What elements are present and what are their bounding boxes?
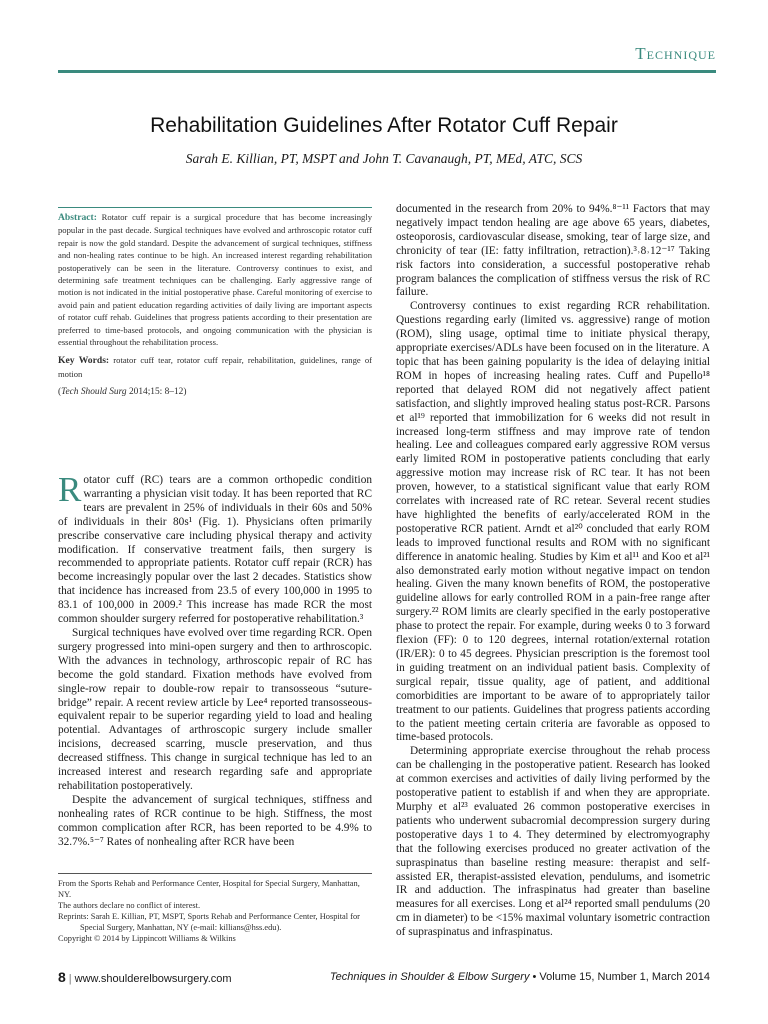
issue-info: • Volume 15, Number 1, March 2014 — [532, 971, 710, 983]
body-paragraph: Determining appropriate exercise throughout the rehab process can be challenging in the postoperative patient. Research has looked at common exercises and activities of daily living performed by the postoperative patient to establish if and when they are appropriate. Murphy et al²³ evaluated 26 common postoperative exercises in patients who underwent subacromial decompression surgery during postoperative days 1 to 4. They determined by electromyography that the following exercises produced no greater activation of the supraspinatus than baseline resting measure: therapist and self-assisted ER, therapist-assisted elevation, pendulums, and isometric IR and adduction. The infraspinatus had greater than baseline measures for all exercises. Long et al²⁴ reported small pendulums (20 cm in diameter) to be <15% maximal voluntary isometric contraction of supraspinatus and infraspinatus. — [396, 745, 710, 939]
footnote-copyright: Copyright © 2014 by Lippincott Williams & Wilkins — [58, 934, 236, 944]
journal-url[interactable]: www.shoulderelbowsurgery.com — [74, 973, 232, 985]
footnotes — [58, 878, 372, 945]
keywords-text: rotator cuff tear, rotator cuff repair, rehabilitation, guidelines, range of motion — [58, 355, 372, 379]
footnote-rule — [58, 873, 372, 874]
abstract-paragraph — [58, 211, 372, 348]
abstract-text: Rotator cuff repair is a surgical procedure that has become increasingly popular in the past decade. Surgical techniques have evolved and arthroscopic rotator cuff repair is now the gold standard. Despite the advancement of surgical techniques, stiffness and non-healing rates continue to be high. An increased interest regarding rehabilitation postoperatively can be seen in the literature. Controversy continues to exist, and determining safe treatment techniques can be challenging. Early aggressive range of motion is not indicated in the initial postoperative phase. Careful monitoring of exercise to avoid pain and patient education regarding activities of daily living are important aspects of rotator cuff rehab. Guidelines that progress patients according to their presentation are preferred to time-based protocols, and ongoing communication with the physician is essential throughout the rehabilitation process. — [58, 212, 372, 348]
citation-journal: Tech Should Surg — [61, 387, 127, 398]
journal-issue — [330, 971, 710, 983]
drop-cap: R — [58, 470, 82, 509]
footnote-affiliation: From the Sports Rehab and Performance Center, Hospital for Special Surgery, Manhattan, NY. — [58, 879, 360, 900]
keywords-paragraph — [58, 354, 372, 380]
footnote-reprints: Reprints: Sarah E. Killian, PT, MSPT, Sports Rehab and Performance Center, Hospital for Special Surgery, Manhattan, NY (e-mail: killians@hss.edu). — [58, 912, 360, 933]
body-paragraph: Surgical techniques have evolved over time regarding RCR. Open surgery progressed into mini-open surgery and then to arthroscopic. With the advances in technology, arthroscopic repair of RC has become the gold standard. Fixation methods have evolved from single-row repair to double-row repair to transosseous “suture-bridge” repair. A recent review article by Lee⁴ reported transosseous-equivalent repair to be superior regarding yield to load and healing potential. Advantages of arthroscopic surgery include smaller incisions, decreased scarring, muscle preservation, and thus decreased stiffness. This change in surgical technique has led to an increased interest and research regarding safe and appropriate rehabilitation postoperatively. — [58, 626, 372, 792]
abstract-rule — [58, 207, 372, 208]
abstract-label: Abstract: — [58, 212, 97, 223]
footer-separator: | — [68, 973, 72, 985]
citation-rest: 2014;15: 8–12) — [128, 387, 187, 398]
section-label: Technique — [635, 44, 716, 63]
abstract-box — [58, 207, 372, 397]
body-paragraph: Controversy continues to exist regarding RCR rehabilitation. Questions regarding early (limited vs. aggressive) range of motion (ROM), sling usage, optimal time to initiate physical therapy, appropriate exercises/ADLs have been focused on in the literature. A topic that has been gaining popularity is the idea of delaying initial ROM in hopes of increasing healing rates. Cuff and Pupello¹⁸ reported that delayed ROM did not negatively affect patient satisfaction, and slightly improved healing status post-RCR. Parsons et al¹⁹ reported that immobilization for 6 weeks did not result in increased long-term stiffness and may improve rate of tendon healing. Lee and colleagues compared early aggressive ROM versus early limited ROM in postoperative patients concluding that early aggressive motion may increase risk of RC tear. It has not been proven, however, to a statistical significant value that early ROM correlates with increased rate of RC retear. Several recent studies have highlighted the benefits of early/accelerated ROM in the postoperative RCR patient. Arndt et al²⁰ concluded that early ROM leads to improved functional results and ROM with no significant difference in anatomic healing. Studies by Kim et al¹¹ and Koo et al²¹ also demonstrated early motion without negative impact on tendon healing. Given the many known benefits of ROM, the postoperative guideline allows for early controlled ROM in a pain-free range after surgery.²² ROM limits are clearly specified in the early postoperative phase to protect the repair. For example, during weeks 0 to 3 forward flexion (FF): 0 to 120 degrees, internal rotation/external rotation (IR/ER): 0 to 45 degrees. Physician prescription is the foremost tool in guiding treatment on an individual patient basis. Complexity of surgical repair, tissue quality, age of patient, and additional comorbidities are important to be aware of to appropriately tailor treatment to our patients. Guidelines that progress patients according to the patient meeting certain criteria are favorable as opposed to time-based protocols. — [396, 300, 710, 744]
journal-name: Techniques in Shoulder & Elbow Surgery — [329, 971, 530, 983]
intro-text: otator cuff (RC) tears are a common orthopedic condition warranting a physician visit today. It has been reported that RC tears are prevalent in 25% of individuals in their 60s and 50% of individuals in their 80s¹ (Fig. 1). Physicians often primarily prescribe conservative care including physical therapy and activity modification. If conservative treatment fails, then surgery is recommended to appropriate patients. Rotator cuff repair (RCR) has become increasingly popular over the last 2 decades. Statistics show that incidence has increased from 23.5 of every 100,000 in 1995 to 83.1 of 100,000 in 2009.² This increase has made RCR the most common shoulder surgery referred for postoperative rehabilitation.³ — [58, 474, 372, 626]
section-rule — [58, 70, 716, 73]
author-line: Sarah E. Killian, PT, MSPT and John T. Cavanaugh, PT, MEd, ATC, SCS — [185, 151, 583, 166]
body-paragraph: Despite the advancement of surgical techniques, stiffness and nonhealing rates of RCR continue to be high. Stiffness, the most common complication after RCR, has been reported to be 4.9% to 32.7%.⁵⁻⁷ Rates of nonhealing after RCR have been — [58, 793, 372, 848]
body-column-right — [396, 203, 710, 940]
citation: (Tech Should Surg 2014;15: 8–12) — [58, 387, 187, 398]
keywords-label: Key Words: — [58, 355, 110, 367]
body-column-left — [58, 470, 372, 849]
article-title: Rehabilitation Guidelines After Rotator Cuff Repair — [150, 114, 618, 137]
body-paragraph: documented in the research from 20% to 94%.⁸⁻¹¹ Factors that may negatively impact tendon healing are age above 65 years, diabetes, osteoporosis, cardiovascular disease, smoking, tear of large size, and chronicity of tear (IE: fatty infiltration, retraction).³˒8˒12⁻¹⁷ Taking risk factors into consideration, a successful postoperative rehab program balances the complication of stiffness versus the risk of RC failure. — [396, 203, 710, 299]
footnote-conflict: The authors declare no conflict of interest. — [58, 901, 201, 911]
page-footer — [58, 969, 710, 989]
page-number: 8 — [58, 969, 66, 985]
body-paragraph — [58, 470, 372, 627]
